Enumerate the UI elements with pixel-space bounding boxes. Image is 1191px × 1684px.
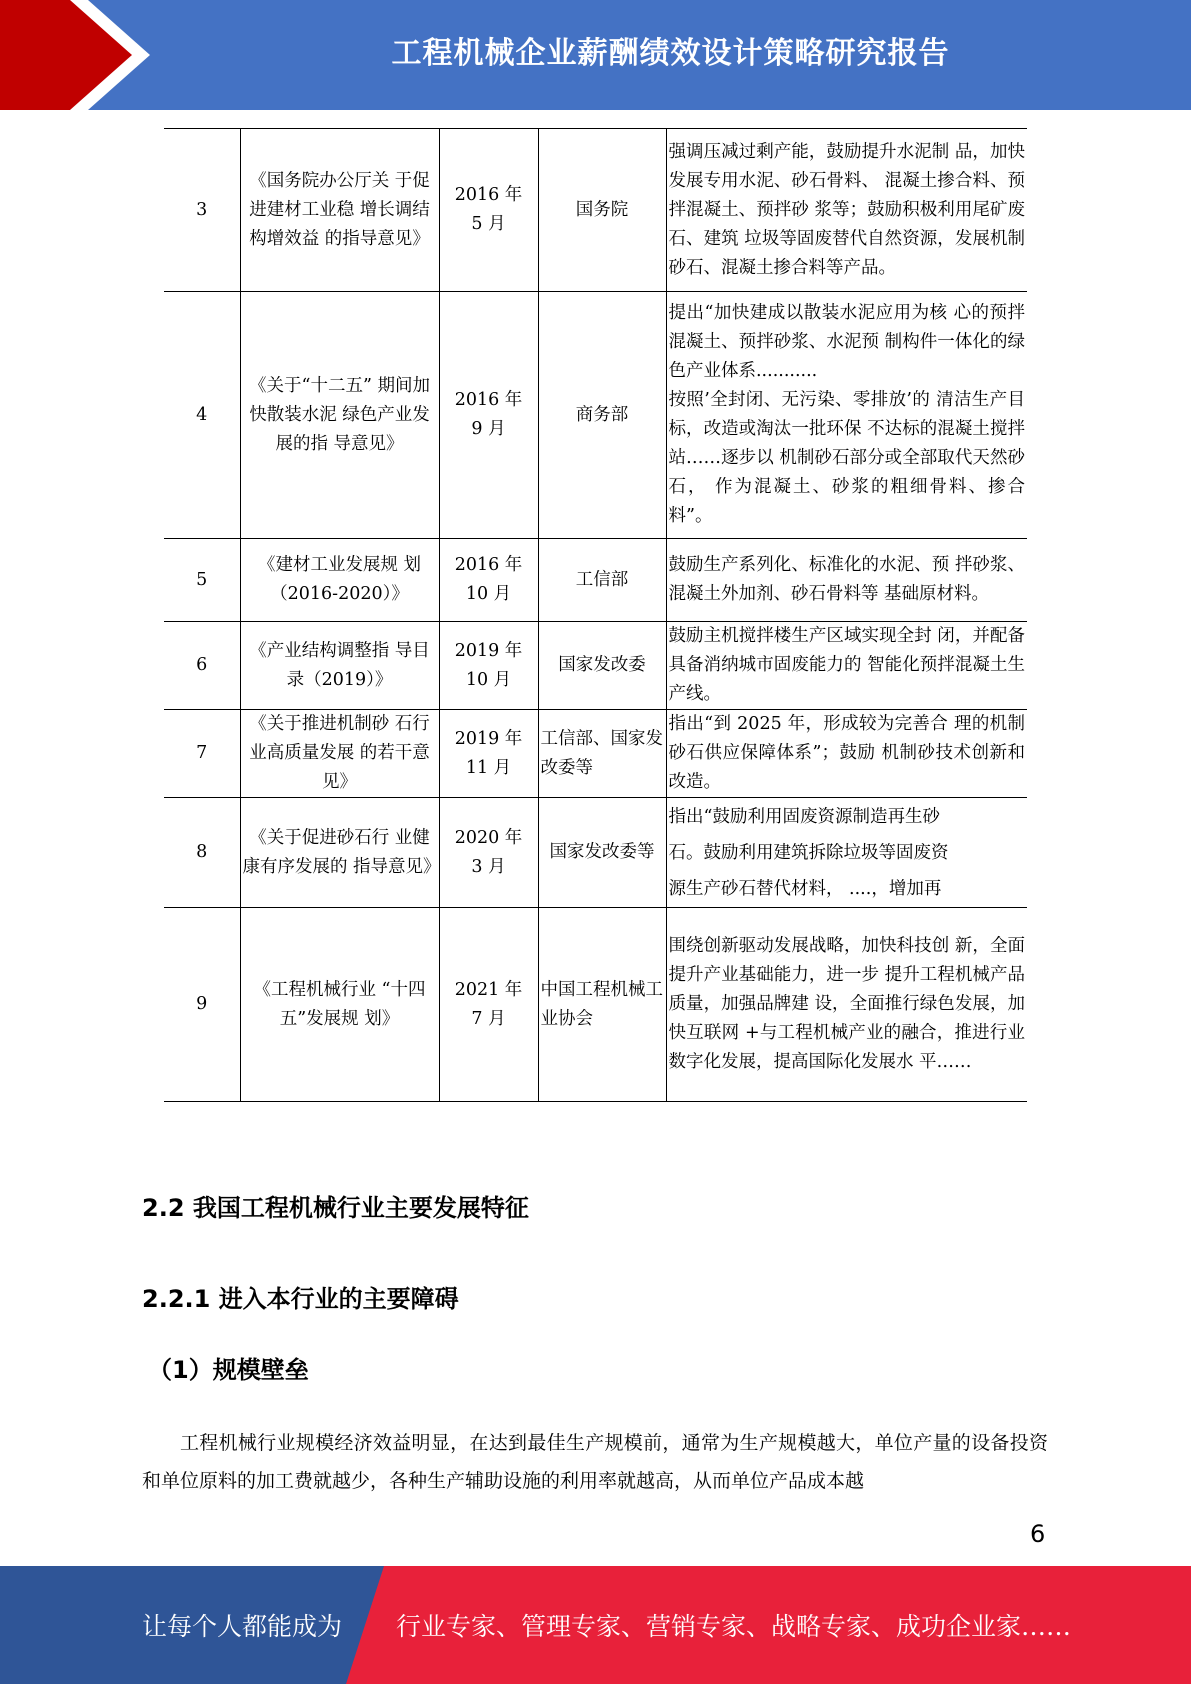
- table-row: [164, 129, 1027, 292]
- row-number: 4: [164, 292, 240, 539]
- section-heading-2-2-1: 2.2.1 进入本行业的主要障碍: [142, 1285, 459, 1313]
- policy-date: 2019 年 11 月: [439, 710, 538, 798]
- policy-content: 指出“到 2025 年，形成较为完善合 理的机制砂石供应保障体系”；鼓励 机制砂技术创新和改造。: [666, 710, 1027, 798]
- policy-department: 国家发改委: [538, 622, 666, 710]
- body-paragraph: 工程机械行业规模经济效益明显，在达到最佳生产规模前，通常为生产规模越大，单位产量的设备投资和单位原料的加工费就越少，各种生产辅助设施的利用率就越高，从而单位产品成本越: [142, 1432, 1048, 1492]
- policy-name: 《建材工业发展规 划（2016-2020）》: [240, 539, 439, 622]
- policy-department: 国家发改委等: [538, 798, 666, 908]
- row-number: 8: [164, 798, 240, 908]
- table-row: [164, 798, 1027, 908]
- table-row: [164, 539, 1027, 622]
- footer-banner: [0, 1566, 1191, 1684]
- policy-date: 2019 年 10 月: [439, 622, 538, 710]
- policy-department: 国务院: [538, 129, 666, 292]
- policy-department: 工信部: [538, 539, 666, 622]
- row-number: 3: [164, 129, 240, 292]
- header-banner: [0, 0, 1191, 110]
- table-row: [164, 622, 1027, 710]
- policy-name: 《产业结构调整指 导目录（2019）》: [240, 622, 439, 710]
- policy-name: 《国务院办公厅关 于促进建材工业稳 增长调结构增效益 的指导意见》: [240, 129, 439, 292]
- policy-department: 商务部: [538, 292, 666, 539]
- policy-content: 围绕创新驱动发展战略，加快科技创 新，全面提升产业基础能力，进一步 提升工程机械产品质量，加强品牌建 设，全面推行绿色发展，加快互联网 +与工程机械产业的融合，推进行业 数字化发展，提高国际化发展水 平……: [666, 908, 1027, 1102]
- policy-table: [164, 128, 1027, 1102]
- footer-slogan-left: 让每个人都能成为: [142, 1612, 343, 1641]
- policy-date: 2020 年 3 月: [439, 798, 538, 908]
- policy-content: 强调压减过剩产能，鼓励提升水泥制 品，加快发展专用水泥、砂石骨料、 混凝土掺合料、预拌混凝土、预拌砂 浆等；鼓励积极利用尾矿废石、建筑 垃圾等固废替代自然资源，发展机制 砂石、混凝土掺合料等产品。: [666, 129, 1027, 292]
- table-row: [164, 908, 1027, 1102]
- policy-content: 指出“鼓励利用固废资源制造再生砂 石。鼓励利用建筑拆除垃圾等固废资 源生产砂石替代材料， ....，增加再: [666, 798, 1027, 908]
- policy-date: 2016 年 10 月: [439, 539, 538, 622]
- policy-content: 鼓励主机搅拌楼生产区域实现全封 闭，并配备具备消纳城市固废能力的 智能化预拌混凝土生产线。: [666, 622, 1027, 710]
- policy-date: 2016 年 5 月: [439, 129, 538, 292]
- policy-department: 中国工程机械工业协会: [538, 908, 666, 1102]
- policy-content: 提出“加快建成以散装水泥应用为核 心的预拌混凝土、预拌砂浆、水泥预 制构件一体化的绿色产业体系........... 按照’全封闭、无污染、零排放’的 清洁生产目标，改造或淘汰一批环保 不达标的混凝土搅拌站……逐步以 机制砂石部分或全部取代天然砂石， 作为混凝土、砂浆的粗细骨料、掺合 料”。: [666, 292, 1027, 539]
- policy-content: 鼓励生产系列化、标准化的水泥、预 拌砂浆、混凝土外加剂、砂石骨料等 基础原材料。: [666, 539, 1027, 622]
- policy-name: 《关于推进机制砂 石行业高质量发展 的若干意见》: [240, 710, 439, 798]
- table-row: [164, 710, 1027, 798]
- row-number: 9: [164, 908, 240, 1102]
- policy-name: 《关于促进砂石行 业健康有序发展的 指导意见》: [240, 798, 439, 908]
- table-row: [164, 292, 1027, 539]
- footer-slogan-right: 行业专家、管理专家、营销专家、战略专家、成功企业家……: [396, 1612, 1072, 1641]
- subsection-heading-scale-barrier: （1）规模壁垒: [148, 1356, 309, 1384]
- row-number: 7: [164, 710, 240, 798]
- row-number: 6: [164, 622, 240, 710]
- policy-department: 工信部、国家发改委等: [538, 710, 666, 798]
- policy-date: 2021 年 7 月: [439, 908, 538, 1102]
- policy-name: 《关于“十二五” 期间加快散装水泥 绿色产业发展的指 导意见》: [240, 292, 439, 539]
- document-title: 工程机械企业薪酬绩效设计策略研究报告: [391, 36, 950, 71]
- policy-date: 2016 年 9 月: [439, 292, 538, 539]
- row-number: 5: [164, 539, 240, 622]
- page-number: 6: [1030, 1520, 1046, 1548]
- policy-name: 《工程机械行业 “十四五”发展规 划》: [240, 908, 439, 1102]
- section-heading-2-2: 2.2 我国工程机械行业主要发展特征: [142, 1194, 529, 1222]
